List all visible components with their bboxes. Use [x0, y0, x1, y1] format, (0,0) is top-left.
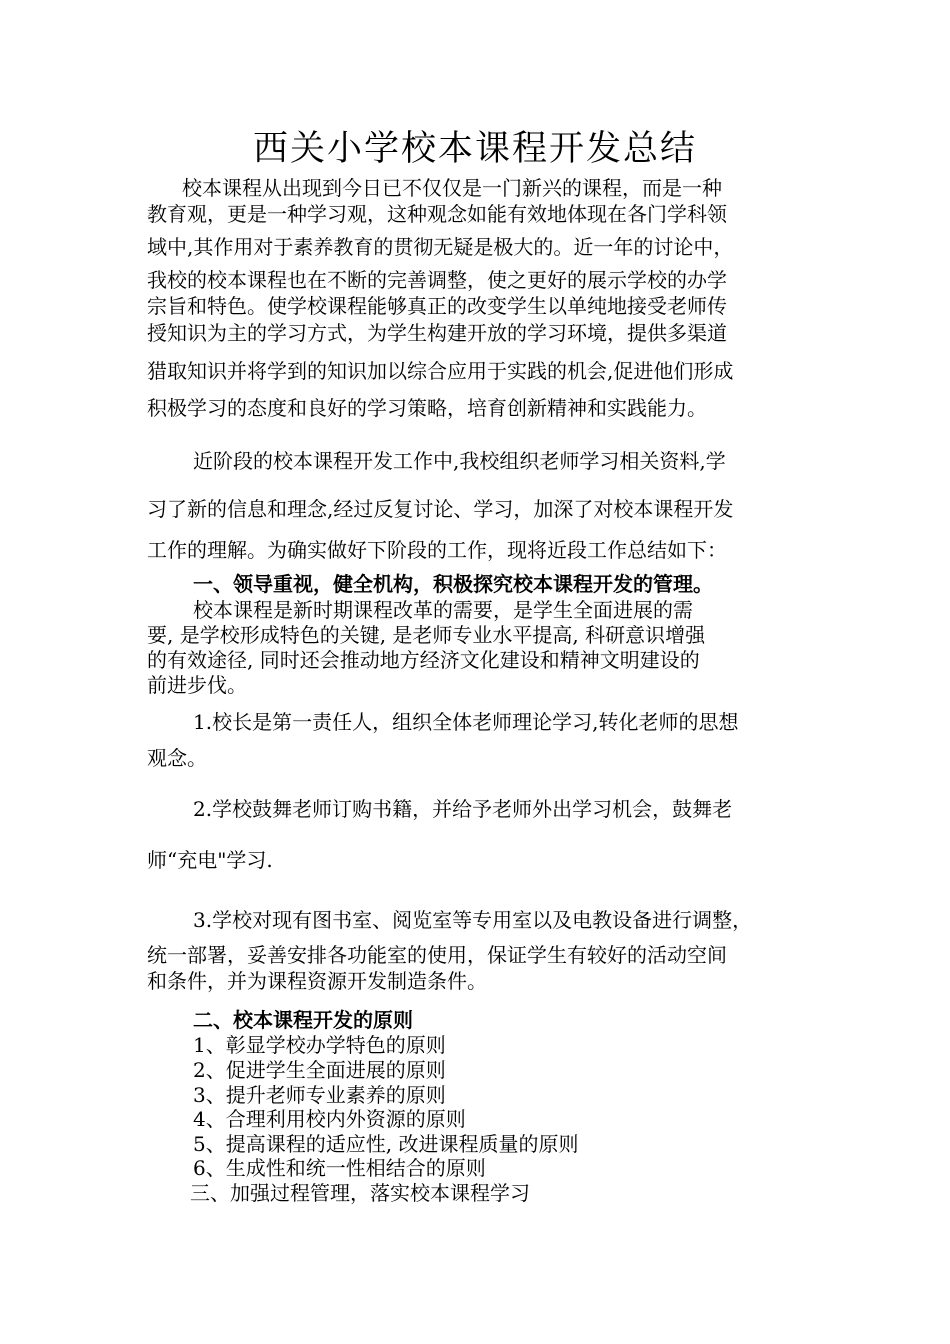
section3-heading: 三、加强过程管理，落实校本课程学习: [190, 1181, 530, 1205]
para2-line-1: 近阶段的校本课程开发工作中,我校组织老师学习相关资料,学: [193, 449, 726, 473]
section1-item2-line-2: 师“充电"学习.: [147, 848, 273, 872]
principle-item-4: 4、合理利用校内外资源的原则: [193, 1107, 466, 1131]
intro-line-1: 校本课程从出现到今日已不仅仅是一门新兴的课程，而是一种: [182, 176, 722, 200]
intro-line-8: 积极学习的态度和良好的学习策略，培育创新精神和实践能力。: [147, 396, 707, 420]
intro-line-6: 授知识为主的学习方式，为学生构建开放的学习环境，提供多渠道: [147, 321, 727, 345]
section1-item1-line-2: 观念。: [147, 746, 207, 770]
para2-line-2: 习了新的信息和理念,经过反复讨论、学习，加深了对校本课程开发: [147, 497, 734, 521]
section1-item1-line-1: 1.校长是第一责任人，组织全体老师理论学习,转化老师的思想: [193, 710, 739, 734]
principle-item-5: 5、提高课程的适应性, 改进课程质量的原则: [193, 1132, 579, 1156]
intro-line-2: 教育观，更是一种学习观，这种观念如能有效地体现在各门学科领: [147, 202, 727, 226]
intro-line-3: 域中,其作用对于素养教育的贯彻无疑是极大的。近一年的讨论中，: [147, 235, 734, 259]
section1-body-line-1: 校本课程是新时期课程改革的需要，是学生全面进展的需: [193, 598, 693, 622]
section1-item3-line-1: 3.学校对现有图书室、阅览室等专用室以及电教设备进行调整，: [193, 908, 753, 932]
section1-heading: 一、领导重视，健全机构，积极探究校本课程开发的管理。: [193, 572, 713, 596]
para2-line-3: 工作的理解。为确实做好下阶段的工作，现将近段工作总结如下：: [147, 538, 727, 562]
section1-item3-line-2: 统一部署，妥善安排各功能室的使用，保证学生有较好的活动空间: [147, 943, 727, 967]
principle-item-6: 6、生成性和统一性相结合的原则: [193, 1156, 486, 1180]
principle-item-3: 3、提升老师专业素养的原则: [193, 1083, 446, 1107]
principle-item-1: 1、彰显学校办学特色的原则: [193, 1033, 446, 1057]
section1-body-line-3: 的有效途径, 同时还会推动地方经济文化建设和精神文明建设的: [147, 648, 700, 672]
section2-heading: 二、校本课程开发的原则: [193, 1008, 413, 1032]
principle-item-2: 2、促进学生全面进展的原则: [193, 1058, 446, 1082]
section1-body-line-2: 要, 是学校形成特色的关键, 是老师专业水平提高, 科研意识增强: [147, 623, 706, 647]
section1-item3-line-3: 和条件，并为课程资源开发制造条件。: [147, 969, 487, 993]
intro-line-5: 宗旨和特色。使学校课程能够真正的改变学生以单纯地接受老师传: [147, 294, 727, 318]
section1-item2-line-1: 2.学校鼓舞老师订购书籍，并给予老师外出学习机会，鼓舞老: [193, 797, 733, 821]
page-title: 西关小学校本课程开发总结: [252, 129, 697, 169]
section1-body-line-4: 前进步伐。: [147, 673, 247, 697]
intro-line-7: 猎取知识并将学到的知识加以综合应用于实践的机会,促进他们形成: [147, 359, 734, 383]
intro-line-4: 我校的校本课程也在不断的完善调整，使之更好的展示学校的办学: [147, 268, 727, 292]
